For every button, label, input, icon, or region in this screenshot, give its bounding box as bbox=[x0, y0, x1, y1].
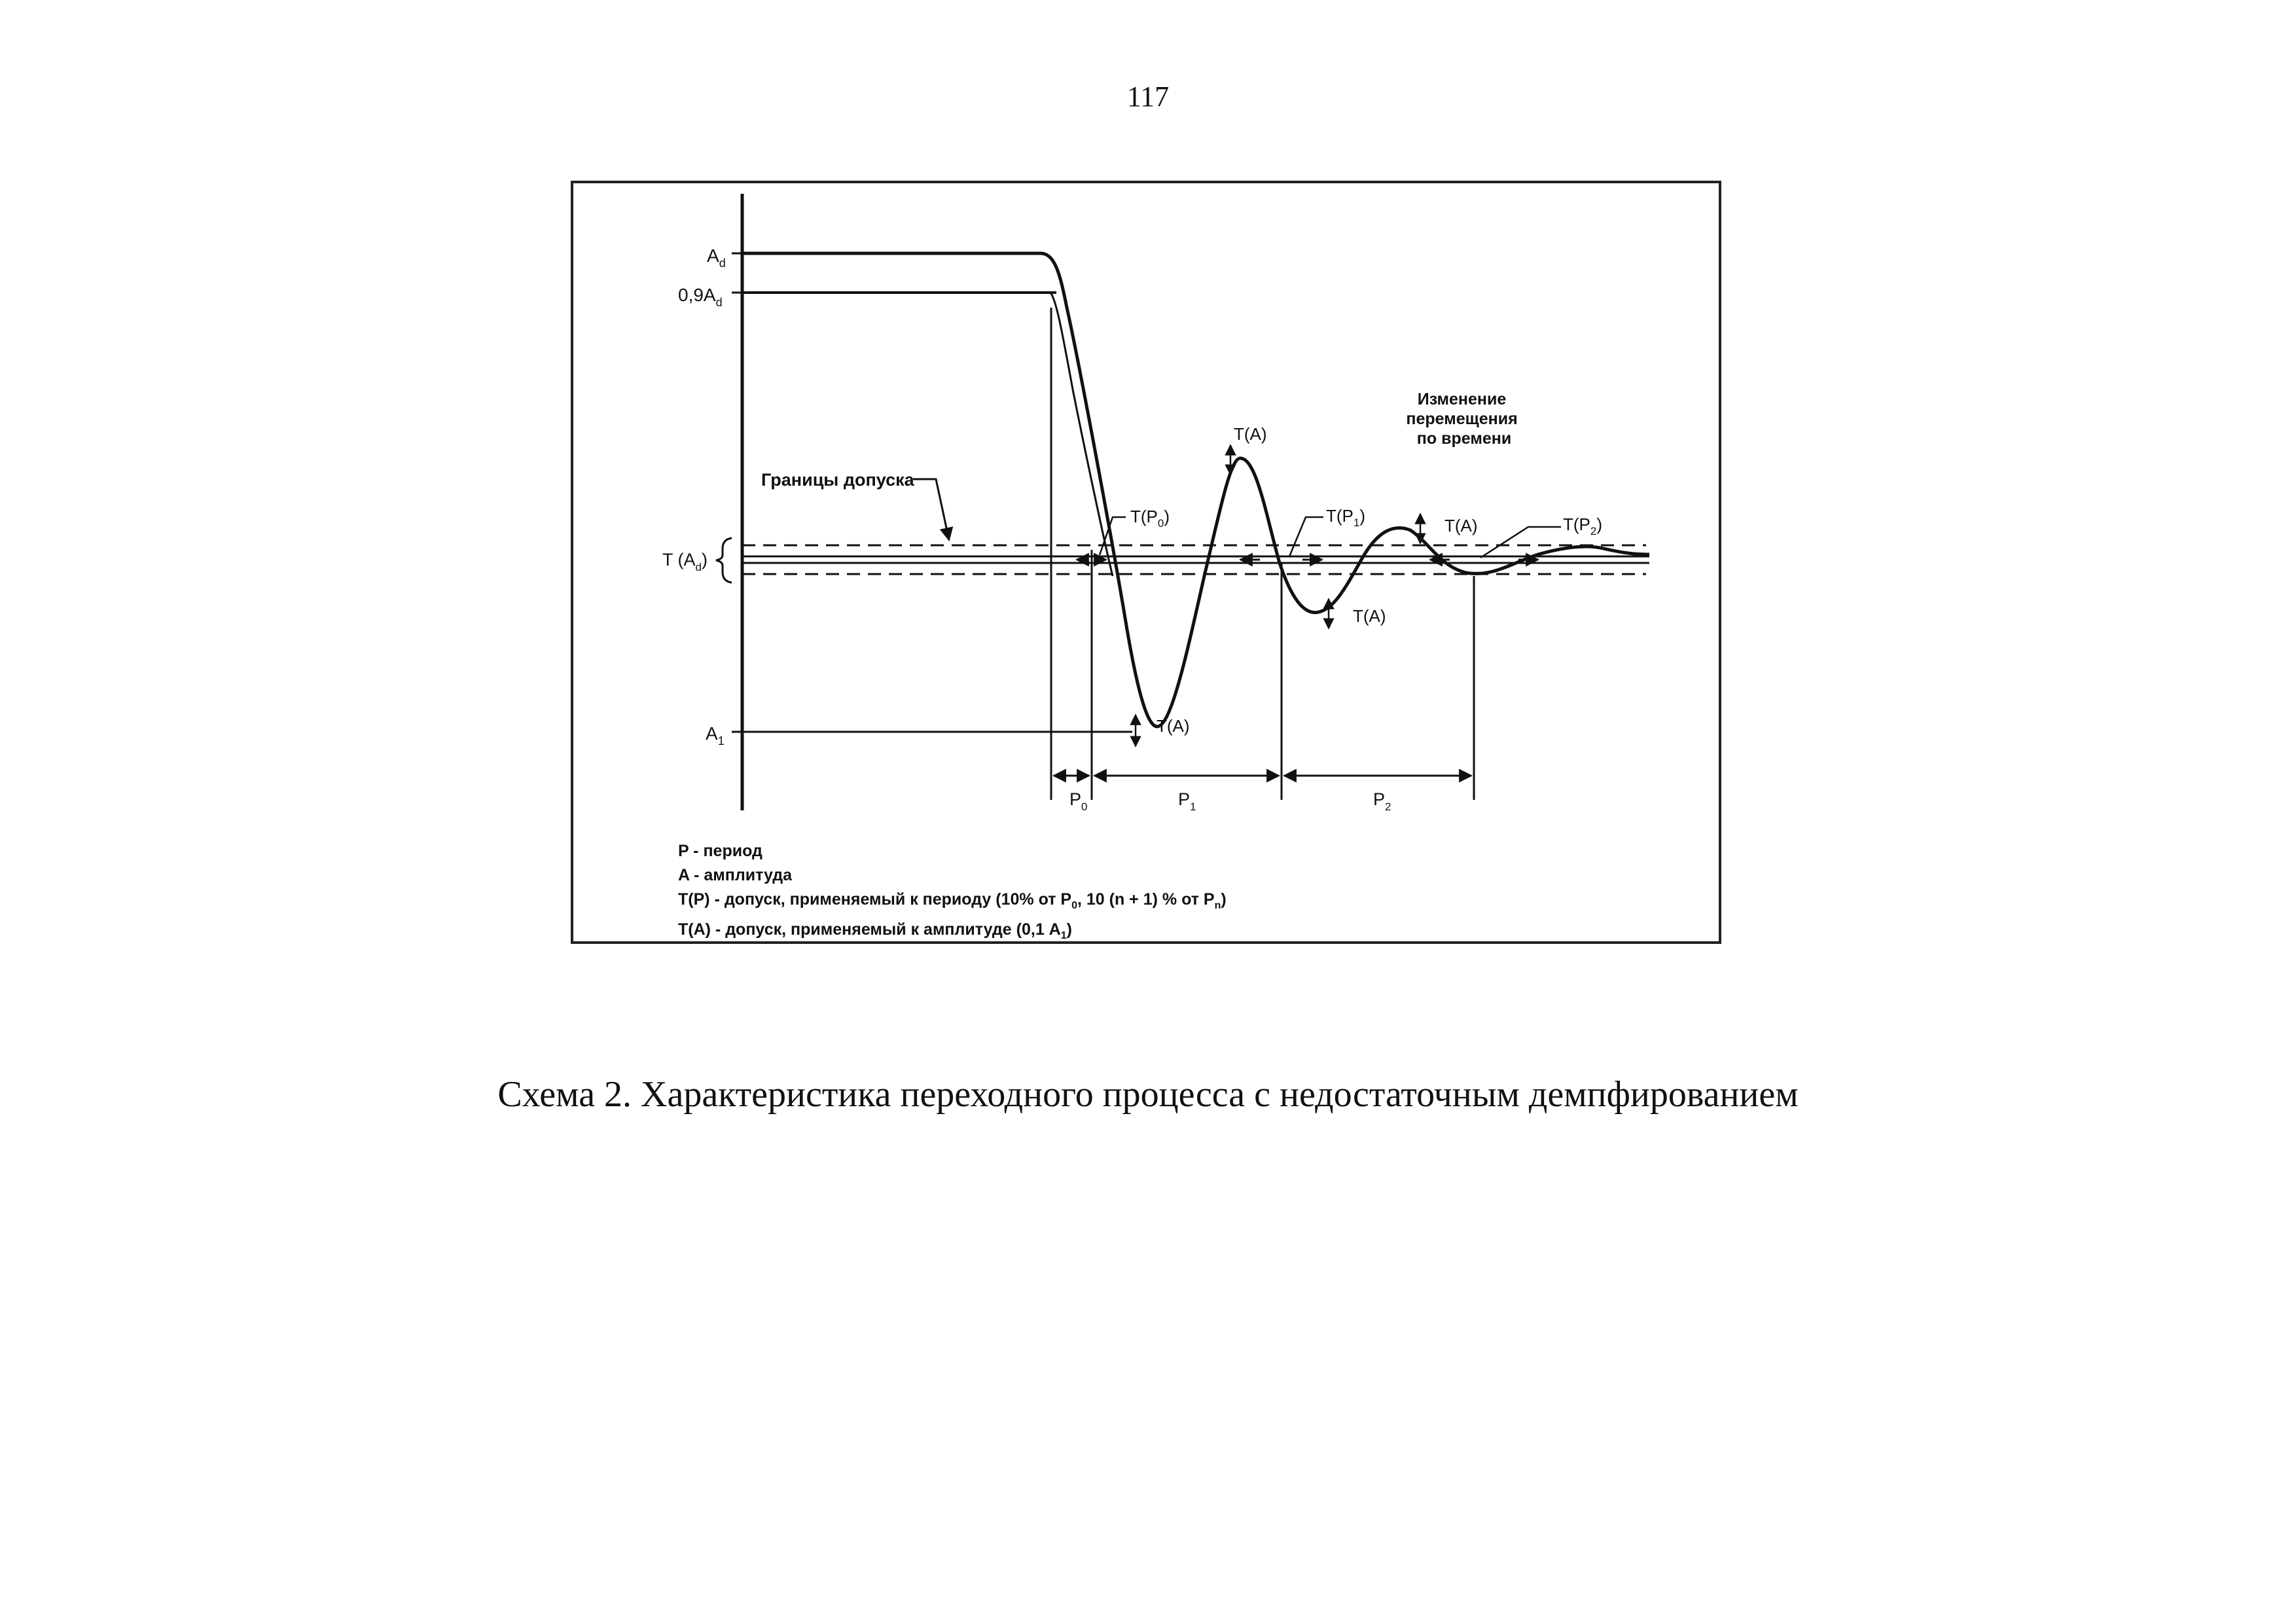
tad-bracket bbox=[716, 538, 732, 583]
ta-label-3: T(A) bbox=[1353, 606, 1386, 626]
curve-label: Изменение перемещения по времени bbox=[1406, 390, 1518, 448]
legend-period: P - период bbox=[678, 842, 762, 860]
ad09-label: $0,9A_d$ bbox=[678, 285, 723, 309]
tp0-label: $T(P_0)$ bbox=[1130, 507, 1170, 530]
p0-label: $P_0$ bbox=[1069, 789, 1088, 813]
tp1-label: $T(P_1)$ bbox=[1326, 506, 1366, 529]
tad-label: T $(A_d)$ bbox=[662, 550, 708, 573]
tolerance-leader bbox=[913, 479, 949, 540]
legend-period-tolerance: T(P) - допуск, применяемый к периоду (10% от $P_0$, 10 (n + 1) % от $P_n$) bbox=[678, 890, 1227, 911]
response-curve bbox=[742, 253, 1649, 727]
ta-label-1: T(A) bbox=[1157, 716, 1190, 736]
tp2-label: $T(P_2)$ bbox=[1563, 514, 1603, 537]
a1-label: $A_1$ bbox=[706, 723, 725, 748]
legend bbox=[678, 839, 1227, 948]
p2-label: $P_2$ bbox=[1373, 789, 1391, 813]
legend-amplitude-tolerance: T(A) - допуск, применяемый к амплитуде (0,1 $A_1$) bbox=[678, 920, 1072, 941]
p1-label: $P_1$ bbox=[1178, 789, 1196, 813]
ad-label: $A_d$ bbox=[707, 245, 726, 270]
ta-label-4: T(A) bbox=[1444, 516, 1478, 535]
figure-caption: Схема 2. Характеристика переходного процесса с недостаточным демпфированием bbox=[497, 1074, 1799, 1115]
tolerance-bounds-label: Границы допуска bbox=[761, 470, 914, 490]
legend-amplitude: A - амплитуда bbox=[678, 866, 793, 884]
ta-label-2: T(A) bbox=[1234, 424, 1267, 444]
tp1-leader bbox=[1289, 517, 1323, 556]
response-trace-09 bbox=[1050, 293, 1113, 576]
page-number: 117 bbox=[1126, 81, 1170, 113]
